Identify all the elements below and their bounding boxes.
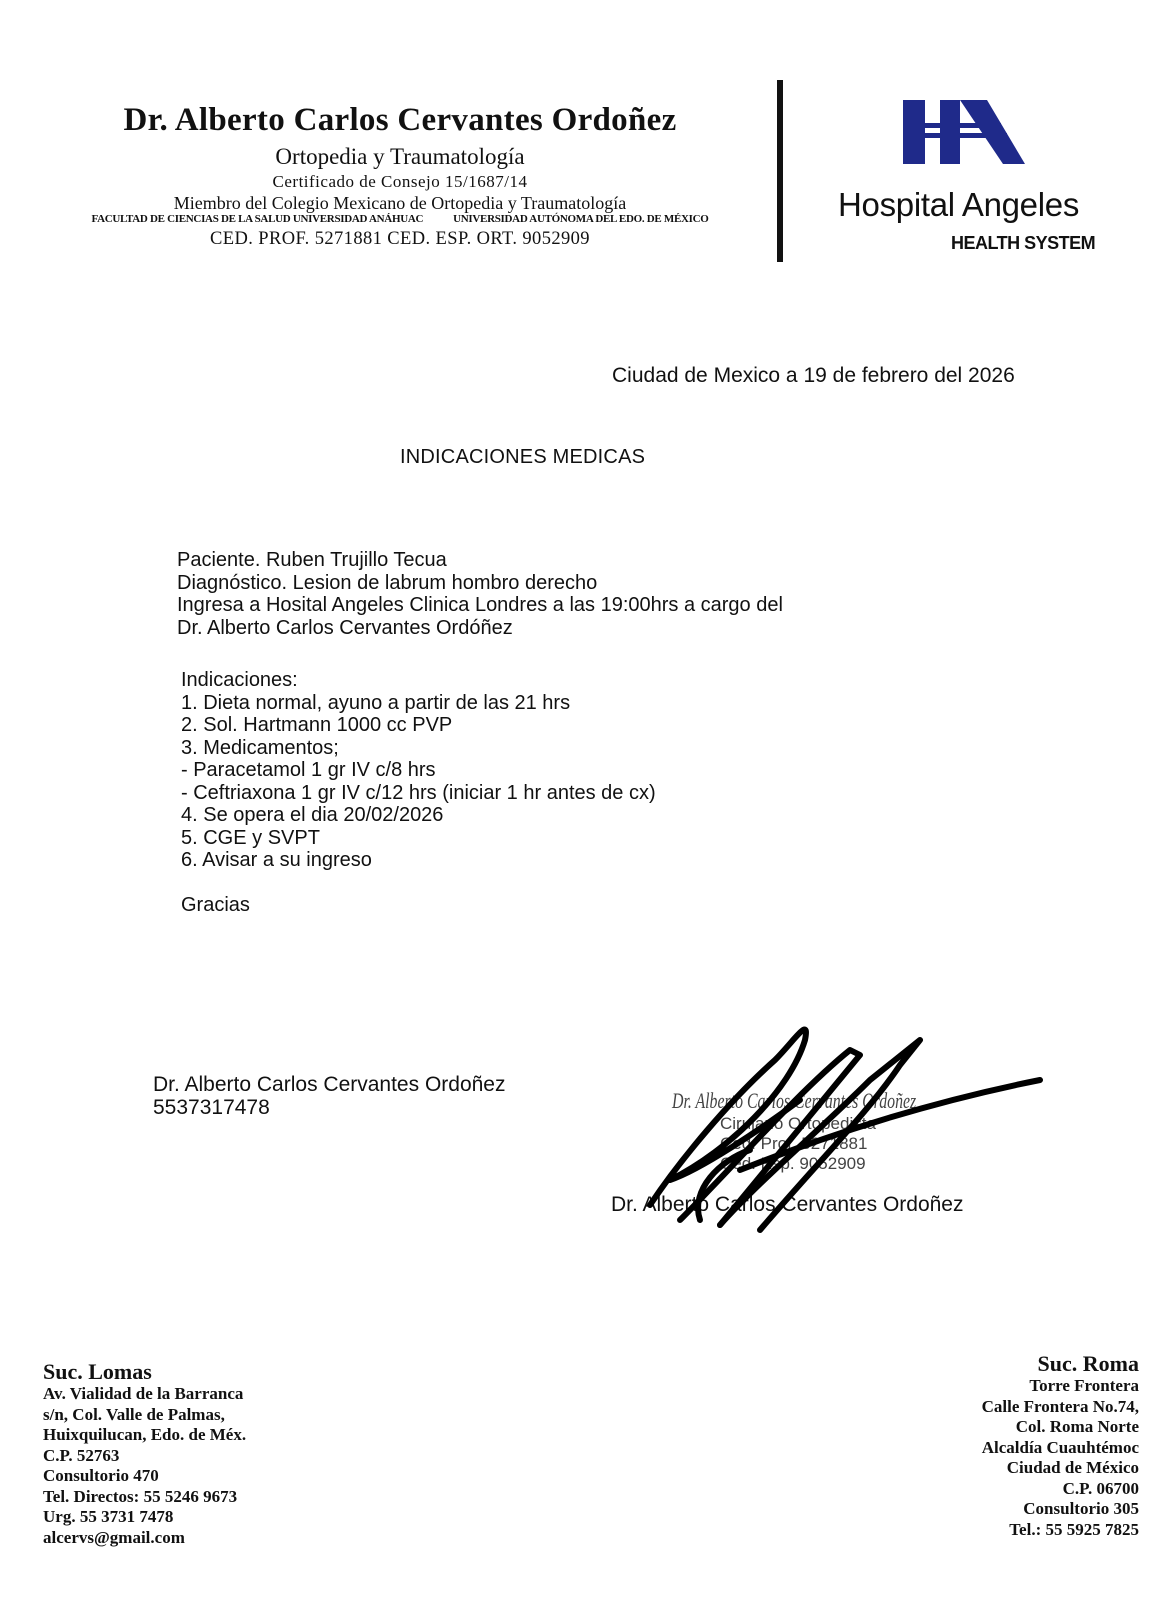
branch-lomas-email: alcervs@gmail.com bbox=[43, 1527, 185, 1547]
indications-list bbox=[181, 669, 656, 916]
branch-roma-line: Col. Roma Norte bbox=[1015, 1417, 1139, 1436]
stamp-name: Dr. Alberto Carlos Cervantes Ordoñez bbox=[672, 1088, 917, 1113]
diagnosis: Diagnóstico. Lesion de labrum hombro derecho bbox=[177, 571, 598, 594]
branch-roma-line: Alcaldía Cuauhtémoc bbox=[981, 1437, 1139, 1457]
branch-lomas-line: C.P. 52763 bbox=[43, 1445, 120, 1465]
indication-item: 2. Sol. Hartmann 1000 cc PVP bbox=[181, 714, 453, 736]
membership: Miembro del Colegio Mexicano de Ortopedia y Traumatología bbox=[173, 193, 627, 213]
branch-roma bbox=[982, 1352, 1139, 1540]
date-line: Ciudad de Mexico a 19 de febrero del 2026 bbox=[612, 364, 1015, 387]
stamp-ced-prof: Ced. Prof. 5271881 bbox=[720, 1134, 868, 1153]
branch-roma-line: Ciudad de México bbox=[1006, 1458, 1139, 1477]
certification: Certificado de Consejo 15/1687/14 bbox=[272, 172, 528, 191]
branch-lomas bbox=[43, 1360, 246, 1548]
branch-lomas-line: s/n, Col. Valle de Palmas, bbox=[43, 1404, 225, 1424]
indication-item: 5. CGE y SVPT bbox=[181, 826, 320, 849]
header-divider bbox=[777, 80, 783, 262]
hospital-subtitle: HEALTH SYSTEM bbox=[951, 233, 1096, 253]
university-anahuac: FACULTAD DE CIENCIAS DE LA SALUD UNIVERSIDAD ANÁHUAC bbox=[91, 213, 424, 225]
doctor-signature-text bbox=[153, 1073, 506, 1119]
document-title: INDICACIONES MEDICAS bbox=[400, 446, 646, 468]
branch-lomas-line: Urg. 55 3731 7478 bbox=[43, 1507, 174, 1526]
university-uaem: UNIVERSIDAD AUTÓNOMA DEL EDO. DE MÉXICO bbox=[453, 213, 709, 225]
admission: Ingresa a Hosital Angeles Clinica Londres a las 19:00hrs a cargo del bbox=[177, 594, 783, 616]
indication-item: 6. Avisar a su ingreso bbox=[181, 849, 372, 871]
patient-info bbox=[177, 549, 783, 639]
indication-item: 4. Se opera el dia 20/02/2026 bbox=[181, 804, 444, 826]
indication-item: 1. Dieta normal, ayuno a partir de las 21 hrs bbox=[181, 691, 571, 714]
indications-label: Indicaciones: bbox=[181, 669, 298, 691]
letterhead bbox=[70, 100, 730, 249]
signature-phone: 5537317478 bbox=[153, 1096, 270, 1119]
admission-doctor: Dr. Alberto Carlos Cervantes Ordóñez bbox=[177, 616, 513, 639]
branch-roma-line: C.P. 06700 bbox=[1062, 1478, 1139, 1498]
hospital-angeles-logo bbox=[903, 100, 1033, 170]
indication-item: 3. Medicamentos; bbox=[181, 736, 339, 759]
cedulas: CED. PROF. 5271881 CED. ESP. ORT. 9052909 bbox=[210, 229, 590, 249]
branch-lomas-line: Tel. Directos: 55 5246 9673 bbox=[43, 1486, 238, 1506]
branch-lomas-line: Av. Vialidad de la Barranca bbox=[43, 1384, 244, 1403]
hospital-name: Hospital Angeles bbox=[838, 186, 1080, 223]
doctor-name-heading: Dr. Alberto Carlos Cervantes Ordoñez bbox=[123, 102, 677, 138]
branch-roma-title: Suc. Roma bbox=[1037, 1351, 1139, 1376]
branch-lomas-line: Huixquilucan, Edo. de Méx. bbox=[43, 1425, 247, 1444]
universities bbox=[70, 214, 730, 225]
branch-roma-line: Calle Frontera No.74, bbox=[981, 1396, 1139, 1416]
stamp-ced-esp: Ced. Esp. 9052909 bbox=[720, 1154, 866, 1173]
signed-name: Dr. Alberto Carlos Cervantes Ordoñez bbox=[611, 1193, 964, 1216]
branch-lomas-title: Suc. Lomas bbox=[43, 1359, 152, 1384]
indication-item: - Ceftriaxona 1 gr IV c/12 hrs (iniciar 1 hr antes de cx) bbox=[181, 781, 656, 804]
signature-doctor-name: Dr. Alberto Carlos Cervantes Ordoñez bbox=[153, 1073, 506, 1096]
specialty: Ortopedia y Traumatología bbox=[275, 144, 525, 169]
handwritten-signature bbox=[640, 1020, 1060, 1240]
branch-lomas-line: Consultorio 470 bbox=[43, 1466, 159, 1485]
patient-name: Paciente. Ruben Trujillo Tecua bbox=[177, 549, 447, 571]
indication-item: - Paracetamol 1 gr IV c/8 hrs bbox=[181, 759, 436, 781]
branch-roma-line: Torre Frontera bbox=[1029, 1376, 1139, 1395]
branch-roma-line: Consultorio 305 bbox=[1023, 1499, 1139, 1518]
closing: Gracias bbox=[181, 893, 250, 916]
stamp-title: Cirujano Ortopedista bbox=[720, 1114, 876, 1133]
branch-roma-line: Tel.: 55 5925 7825 bbox=[1009, 1519, 1139, 1539]
